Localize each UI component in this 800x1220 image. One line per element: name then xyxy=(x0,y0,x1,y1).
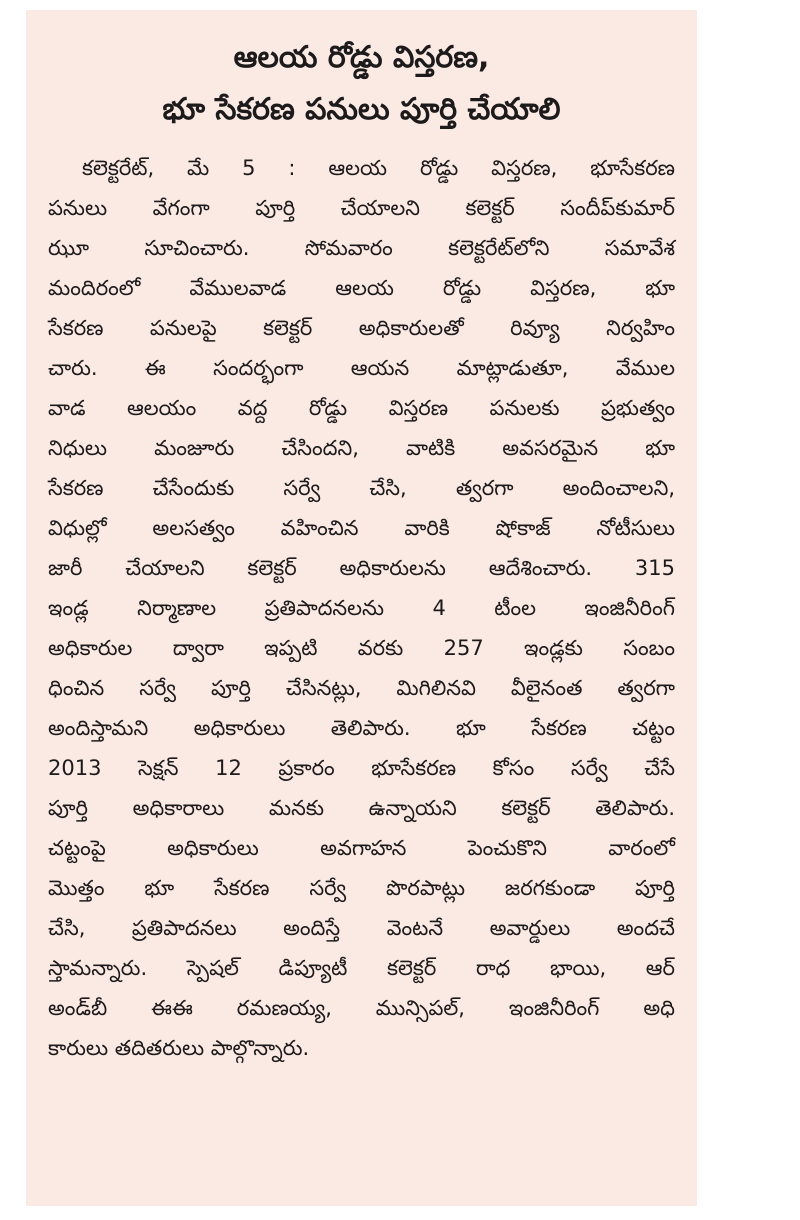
headline xyxy=(48,32,675,136)
body-line: పూర్తి అధికారాలు మనకు ఉన్నాయని కలెక్టర్ తెలిపారు. xyxy=(48,796,675,820)
body-line: చట్టంపై అధికారులు అవగాహన పెంచుకొని వారంలో xyxy=(48,836,675,860)
body-line: వాడ ఆలయం వద్ద రోడ్డు విస్తరణ పనులకు ప్రభుత్వం xyxy=(48,396,675,420)
body-line: చారు. ఈ సందర్భంగా ఆయన మాట్లాడుతూ, వేముల xyxy=(48,356,675,380)
body-line: 2013 సెక్షన్ 12 ప్రకారం భూసేకరణ కోసం సర్వే చేసే xyxy=(48,756,675,780)
body-line: మందిరంలో వేములవాడ ఆలయ రోడ్డు విస్తరణ, భూ xyxy=(48,276,675,300)
body-line: అధికారుల ద్వారా ఇప్పటి వరకు 257 ఇండ్లకు సంబం xyxy=(48,636,675,660)
body-line: చేసి, ప్రతిపాదనలు అందిస్తే వెంటనే అవార్డులు అందచే xyxy=(48,916,675,940)
body-line: అండ్‌బీ ఈఈ రమణయ్య, మున్సిపల్, ఇంజినీరింగ్ అధి xyxy=(48,996,675,1020)
body-line: నిధులు మంజూరు చేసిందని, వాటికి అవసరమైన భూ xyxy=(48,436,675,460)
body-line: ఝూ సూచించారు. సోమవారం కలెక్టరేట్‌లోని సమావేశ xyxy=(48,236,675,260)
body-line: ధించిన సర్వే పూర్తి చేసినట్లు, మిగిలినవి వీలైనంత త్వరగా xyxy=(48,676,675,700)
body-line: ఇండ్ల నిర్మాణాల ప్రతిపాదనలను 4 టీంల ఇంజినీరింగ్ xyxy=(48,596,675,620)
body-line: అందిస్తామని అధికారులు తెలిపారు. భూ సేకరణ చట్టం xyxy=(48,716,675,740)
body-line: విధుల్లో అలసత్వం వహించిన వారికి షోకాజ్ నోటీసులు xyxy=(48,516,675,540)
body-line: సేకరణ చేసేందుకు సర్వే చేసి, త్వరగా అందించాలని, xyxy=(48,476,675,500)
body-line: కారులు తదితరులు పాల్గొన్నారు. xyxy=(48,1036,310,1060)
body-line: స్తామన్నారు. స్పెషల్ డిప్యూటీ కలెక్టర్ రాధ భాయి, ఆర్ xyxy=(48,956,675,980)
article-body xyxy=(48,148,675,1068)
body-line: సేకరణ పనులపై కలెక్టర్ అధికారులతో రివ్యూ నిర్వహిం xyxy=(48,316,675,340)
news-clipping xyxy=(26,10,697,1206)
headline-line-1: ఆలయ రోడ్డు విస్తరణ, xyxy=(233,40,490,75)
body-line: కలెక్టరేట్, మే 5 : ఆలయ రోడ్డు విస్తరణ, భూసేకరణ xyxy=(82,156,675,180)
headline-line-2: భూ సేకరణ పనులు పూర్తి చేయాలి xyxy=(162,92,561,127)
body-line: మొత్తం భూ సేకరణ సర్వే పొరపాట్లు జరగకుండా పూర్తి xyxy=(48,876,675,900)
body-line: పనులు వేగంగా పూర్తి చేయాలని కలెక్టర్ సందీప్‌కుమార్ xyxy=(48,196,675,220)
body-line: జారీ చేయాలని కలెక్టర్ అధికారులను ఆదేశించారు. 315 xyxy=(48,556,675,580)
